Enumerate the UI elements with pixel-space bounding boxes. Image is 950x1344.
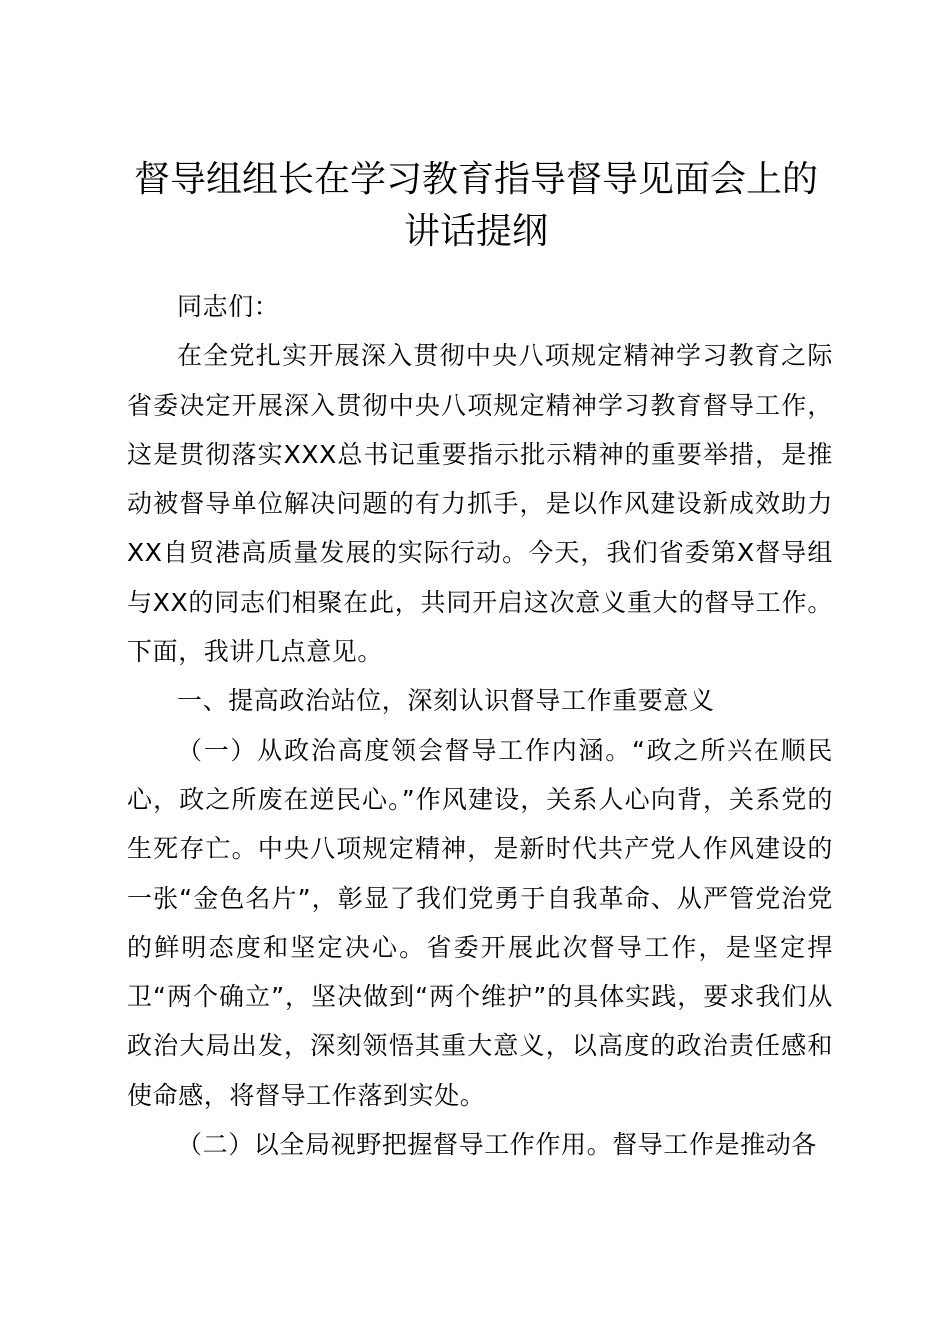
document-title: 督导组组长在学习教育指导督导见面会上的讲话提纲: [133, 159, 818, 252]
section-heading-1: 一、提高政治站位，深刻认识督导工作重要意义: [177, 686, 715, 716]
paragraph-1-1: （一）从政治高度领会督导工作内涵。“政之所兴在顺民心，政之所废在逆民心。”作风建设，关系人心向背，关系党的生死存亡。中央八项规定精神，是新时代共产党人作风建设的一张“金色名片”，彰显了我们党勇于自我革命、从严管党治党的鲜明态度和坚定决心。省委开展此次督导工作，是坚定捍卫“两个确立”，坚决做到“两个维护”的具体实践，要求我们从政治大局出发，深刻领悟其重大意义，以高度的政治责任感和使命感，将督导工作落到实处。: [127, 735, 833, 1110]
salutation: 同志们：: [177, 292, 280, 321]
paragraph-intro: 在全党扎实开展深入贯彻中央八项规定精神学习教育之际省委决定开展深入贯彻中央八项规定精神学习教育督导工作，这是贯彻落实XXX总书记重要指示批示精神的重要举措，是推动被督导单位解决问题的有力抓手，是以作风建设新成效助力XX自贸港高质量发展的实际行动。今天，我们省委第X督导组与XX的同志们相聚在此，共同开启这次意义重大的督导工作。下面，我讲几点意见。: [127, 341, 833, 667]
paragraph-1-2: （二）以全局视野把握督导工作作用。督导工作是推动各: [177, 1130, 818, 1160]
document-body: [127, 282, 833, 1169]
